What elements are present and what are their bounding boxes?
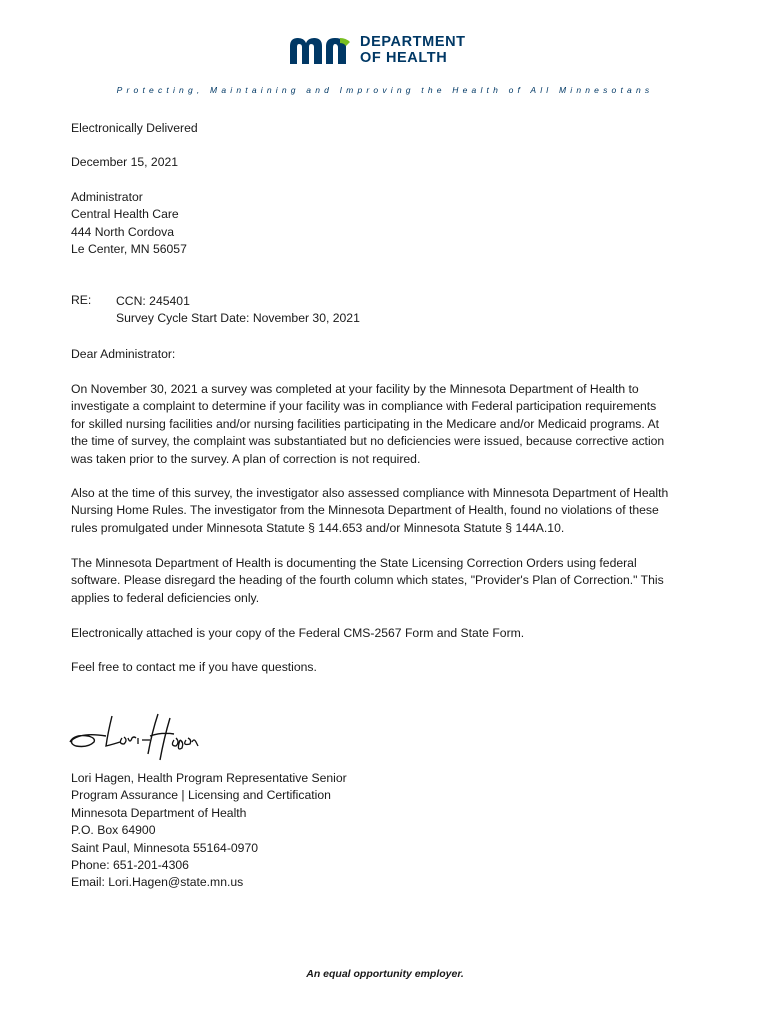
- signer-phone: Phone: 651-201-4306: [71, 858, 189, 873]
- signature-block: [71, 770, 701, 892]
- paragraph-3: [71, 555, 701, 607]
- paragraph-line: software. Please disregard the heading of the fourth column which states, "Provider's Plan of Correction." This: [71, 573, 664, 588]
- footer-note: An equal opportunity employer.: [306, 968, 464, 980]
- delivery-method: Electronically Delivered: [71, 121, 198, 135]
- salutation: Dear Administrator:: [71, 347, 176, 361]
- paragraph-line: rules promulgated under Minnesota Statute § 144.653 and/or Minnesota Statute § 144A.10.: [71, 520, 565, 535]
- signer-name-title: Lori Hagen, Health Program Representative Senior: [71, 771, 347, 785]
- re-details: [116, 293, 360, 328]
- address-line: Administrator: [71, 190, 143, 204]
- ccn-line: CCN: 245401: [116, 294, 190, 308]
- paragraph-1: [71, 381, 701, 468]
- logo-line-1: DEPARTMENT: [360, 34, 466, 50]
- signer-email[interactable]: Email: Lori.Hagen@state.mn.us: [71, 875, 244, 890]
- re-label: RE:: [71, 293, 92, 307]
- paragraph-line: was taken prior to the survey. A plan of correction is not required.: [71, 451, 421, 466]
- signer-city: Saint Paul, Minnesota 55164-0970: [71, 840, 259, 855]
- address-line: 444 North Cordova: [71, 224, 174, 239]
- paragraph-5: Feel free to contact me if you have questions.: [71, 660, 317, 674]
- address-line: Le Center, MN 56057: [71, 242, 187, 257]
- signer-department: Minnesota Department of Health: [71, 805, 247, 820]
- survey-date-line: Survey Cycle Start Date: November 30, 2021: [116, 311, 360, 326]
- address-line: Central Health Care: [71, 207, 179, 222]
- paragraph-line: the time of survey, the complaint was substantiated but no deficiencies were issued, because corrective action: [71, 434, 665, 449]
- paragraph-line: Also at the time of this survey, the investigator also assessed compliance with Minnesota Department of Health: [71, 486, 669, 500]
- paragraph-4: Electronically attached is your copy of the Federal CMS-2567 Form and State Form.: [71, 626, 525, 640]
- paragraph-line: The Minnesota Department of Health is documenting the State Licensing Correction Orders using federal: [71, 556, 637, 570]
- mdh-logo: [288, 34, 488, 70]
- logo-line-2: OF HEALTH: [360, 50, 448, 66]
- signer-unit: Program Assurance | Licensing and Certification: [71, 788, 331, 803]
- letter-date: December 15, 2021: [71, 155, 179, 169]
- signature-image: [66, 708, 201, 766]
- paragraph-line: Nursing Home Rules. The investigator from the Minnesota Department of Health, found no violations of these: [71, 503, 659, 518]
- mn-logo-icon: [288, 34, 354, 66]
- paragraph-line: applies to federal deficiencies only.: [71, 590, 260, 605]
- paragraph-2: [71, 485, 701, 537]
- paragraph-line: for skilled nursing facilities and/or nursing facilities participating in the Medicare and/or Medicaid programs. At: [71, 416, 659, 431]
- paragraph-line: On November 30, 2021 a survey was completed at your facility by the Minnesota Department of Health to: [71, 382, 639, 396]
- signer-po-box: P.O. Box 64900: [71, 823, 156, 838]
- paragraph-line: investigate a complaint to determine if your facility was in compliance with Federal participation requirements: [71, 399, 657, 414]
- tagline: Protecting, Maintaining and Improving the Health of All Minnesotans: [116, 85, 654, 95]
- recipient-address: [71, 189, 701, 259]
